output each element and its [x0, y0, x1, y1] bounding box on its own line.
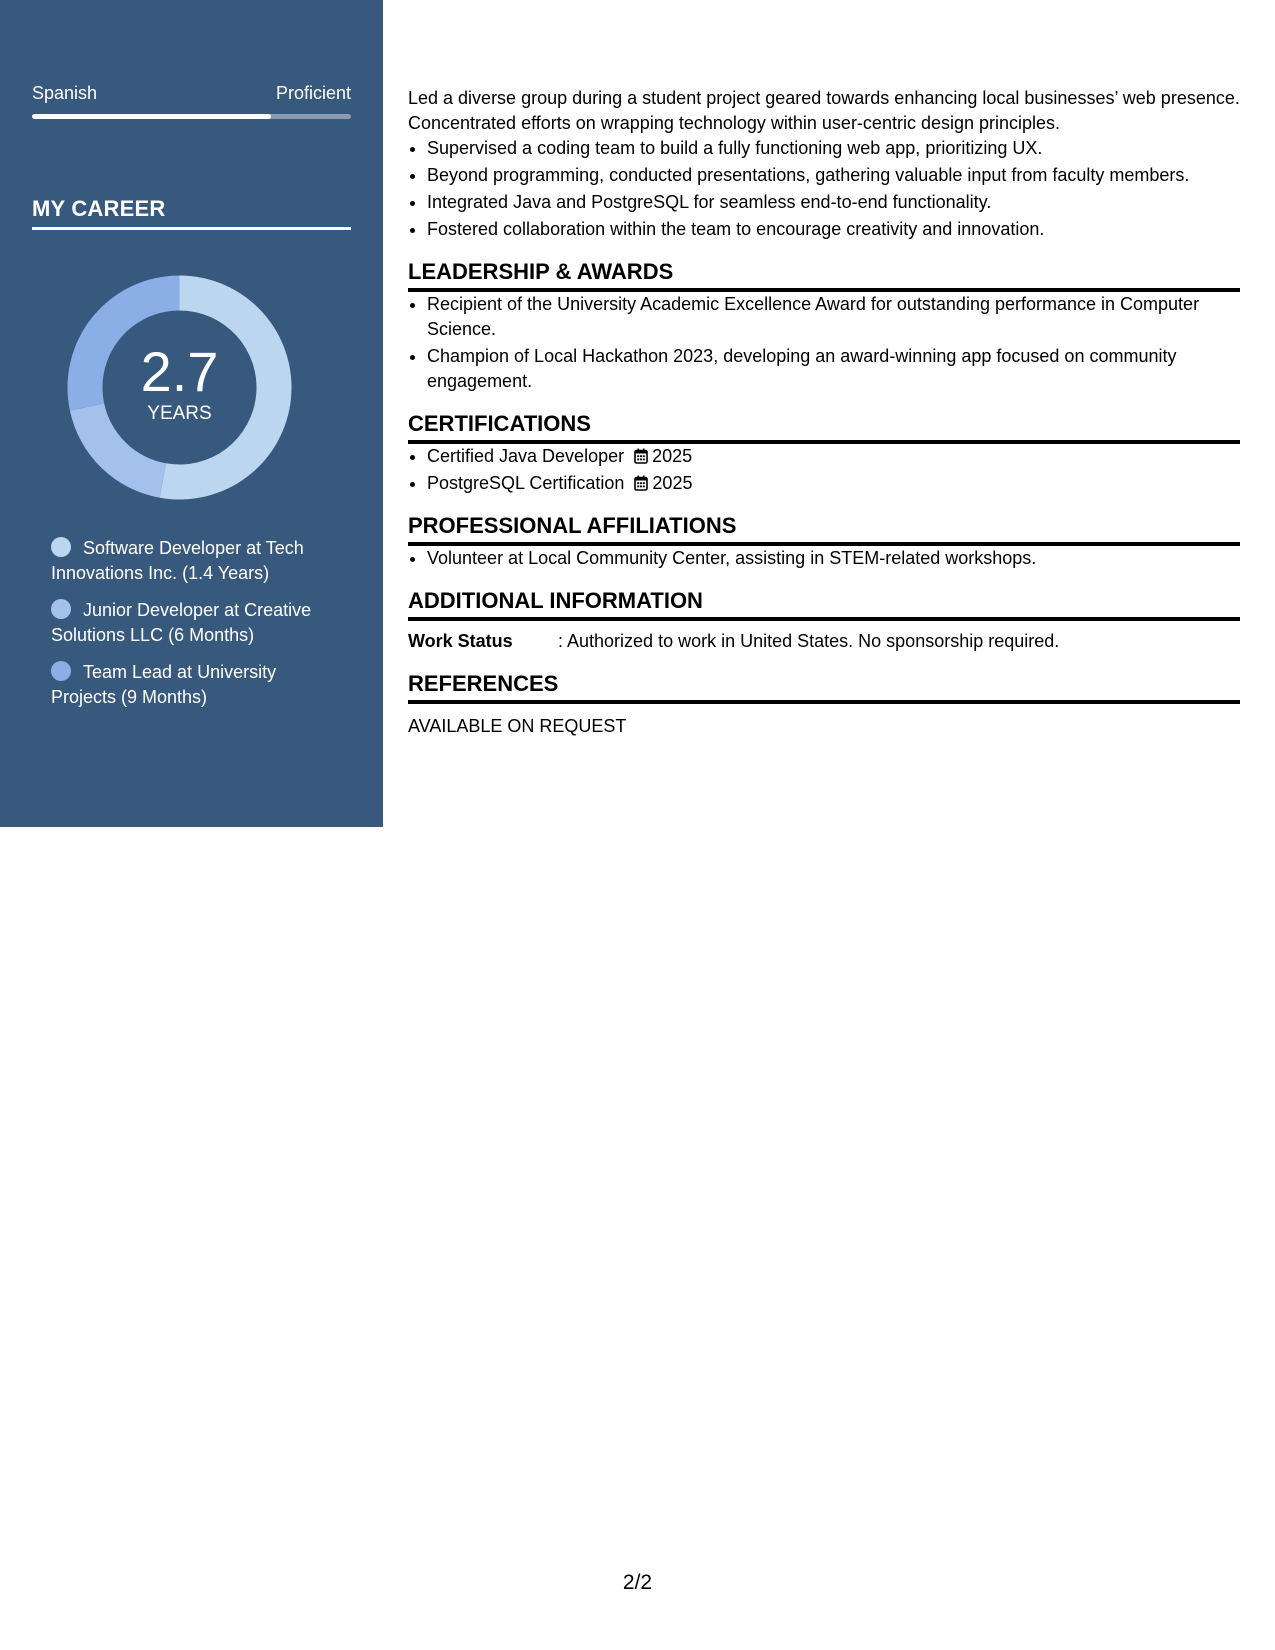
legend-dot-icon	[51, 537, 71, 557]
project-bullet: • Fostered collaboration within the team to encourage creativity and innovation.	[427, 217, 1240, 242]
career-legend-label: Software Developer at Tech Innovations Inc. (1.4 Years)	[51, 538, 304, 583]
language-level: Proficient	[275, 83, 351, 103]
additional-info-section-title: ADDITIONAL INFORMATION	[408, 587, 1240, 621]
page-number: 2/2	[622, 1571, 653, 1594]
references-section-title: REFERENCES	[408, 670, 1240, 704]
project-description: Led a diverse group during a student project geared towards enhancing local businesses’ web presence. Concentrated efforts on wrapping technology within user-centric design principles.	[408, 88, 1240, 133]
career-legend-label: Team Lead at University Projects (9 Months)	[51, 662, 277, 707]
certification-item	[427, 444, 1240, 469]
leadership-list	[408, 292, 1240, 394]
legend-dot-icon	[51, 599, 71, 619]
language-proficiency-fill	[32, 114, 271, 119]
career-donut-segment-3	[67, 276, 179, 411]
career-donut-segment-2	[70, 403, 166, 497]
project-bullet: • Supervised a coding team to build a fully functioning web app, prioritizing UX.	[427, 136, 1240, 161]
legend-dot-icon	[51, 661, 71, 681]
leadership-section-title: LEADERSHIP & AWARDS	[408, 258, 1240, 292]
career-title-rule	[32, 227, 351, 230]
certification-year: 2025	[652, 473, 693, 493]
language-name: Spanish	[32, 83, 98, 103]
affiliations-section-title: PROFESSIONAL AFFILIATIONS	[408, 512, 1240, 546]
leadership-item: • Recipient of the University Academic Excellence Award for outstanding performance in Computer Science.	[427, 292, 1240, 342]
certifications-list	[408, 444, 1240, 496]
career-legend-item	[51, 536, 341, 586]
career-section-title: MY CAREER	[32, 196, 166, 221]
project-bullets	[408, 136, 1240, 242]
certification-year: 2025	[652, 446, 693, 466]
career-legend	[51, 536, 341, 722]
sidebar	[0, 0, 383, 827]
language-proficiency-bar	[32, 114, 351, 119]
calendar-icon	[634, 448, 648, 464]
affiliation-item: • Volunteer at Local Community Center, assisting in STEM-related workshops.	[427, 546, 1240, 571]
main-content	[408, 86, 1240, 739]
certification-name: Certified Java Developer	[427, 446, 625, 466]
certification-item	[427, 471, 1240, 496]
language-row	[32, 82, 351, 104]
career-legend-label: Junior Developer at Creative Solutions LLC (6 Months)	[51, 600, 312, 645]
career-legend-item	[51, 598, 341, 648]
project-bullet: • Integrated Java and PostgreSQL for seamless end-to-end functionality.	[427, 190, 1240, 215]
certifications-section-title: CERTIFICATIONS	[408, 410, 1240, 444]
work-status-label: Work Status	[408, 631, 513, 651]
calendar-icon	[634, 475, 648, 491]
career-donut-chart	[67, 275, 292, 500]
project-bullet: • Beyond programming, conducted presentations, gathering valuable input from faculty members.	[427, 163, 1240, 188]
certification-name: PostgreSQL Certification	[427, 473, 625, 493]
career-total-value: 2.7	[140, 339, 219, 403]
career-legend-item	[51, 660, 341, 710]
work-status-row	[408, 629, 1240, 654]
career-total-unit: YEARS	[147, 402, 212, 424]
work-status-value: : Authorized to work in United States. No sponsorship required.	[558, 631, 1060, 651]
references-text: AVAILABLE ON REQUEST	[408, 716, 627, 736]
affiliations-list	[408, 546, 1240, 571]
leadership-item: • Champion of Local Hackathon 2023, developing an award-winning app focused on community engagement.	[427, 344, 1240, 394]
